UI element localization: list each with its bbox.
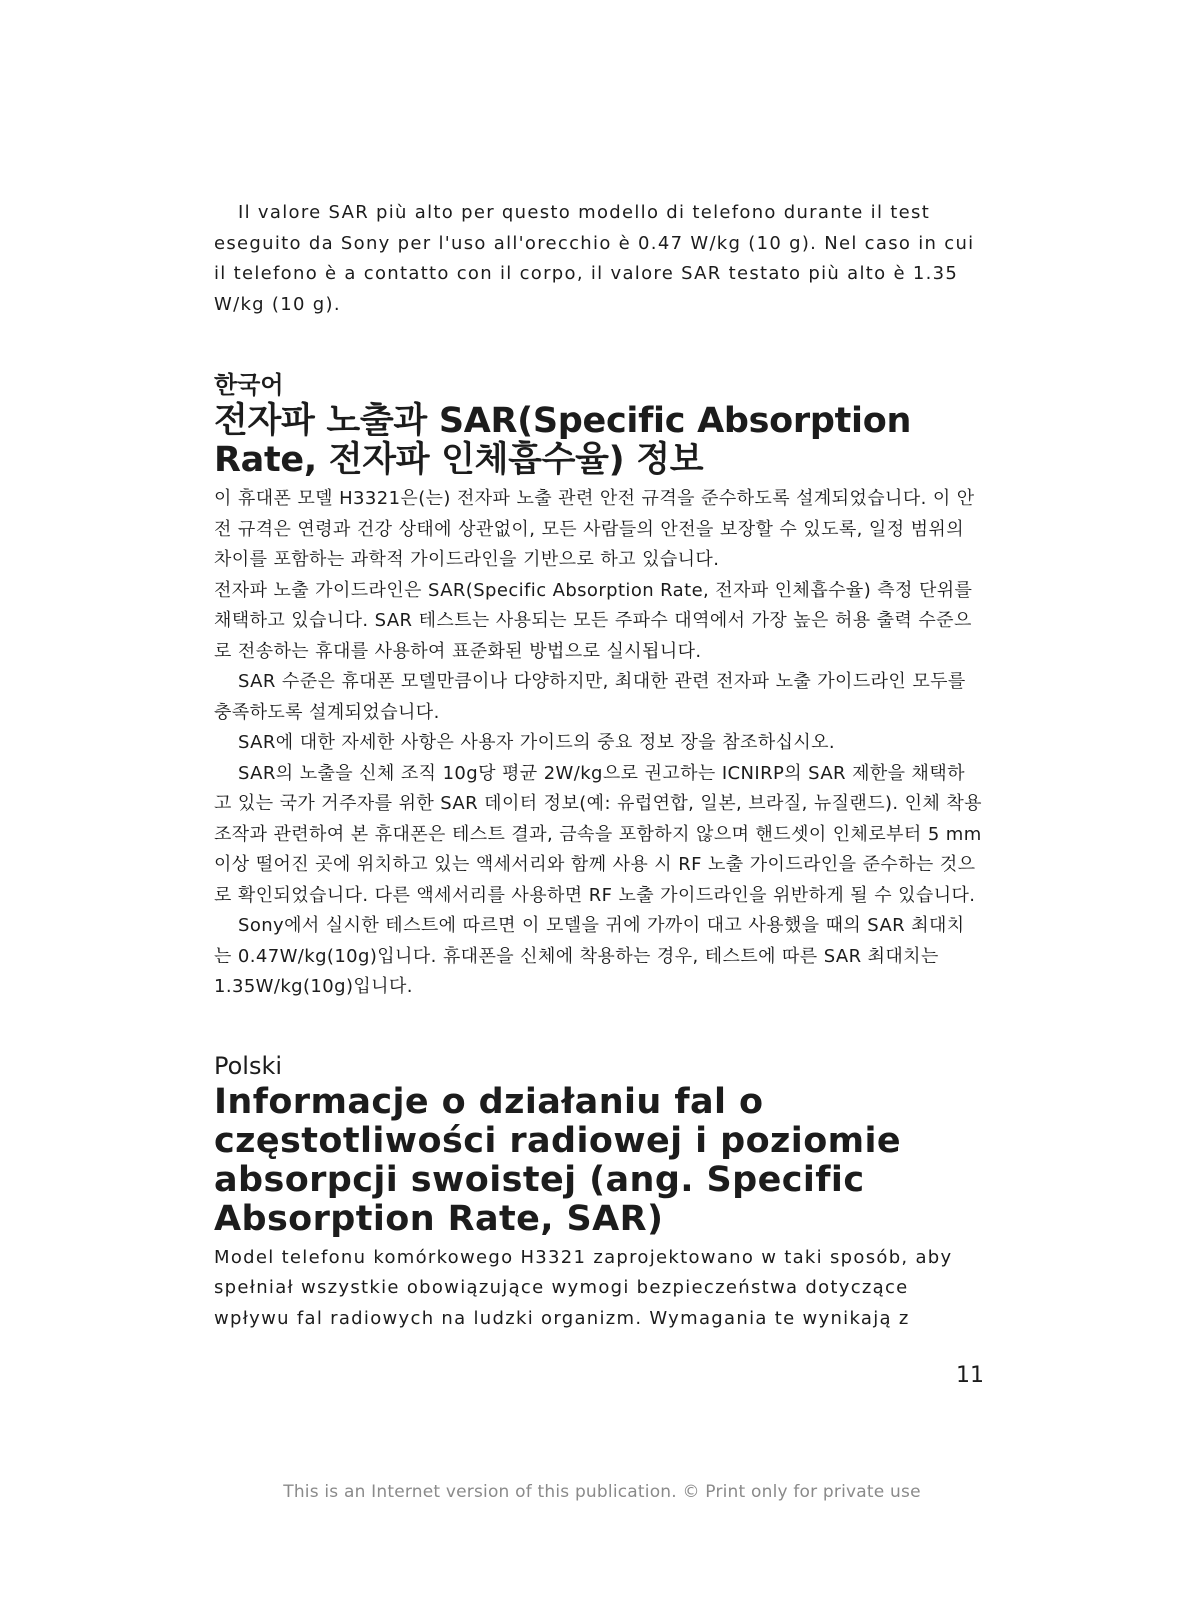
korean-paragraph-5: SAR의 노출을 신체 조직 10g당 평균 2W/kg으로 권고하는 ICNIRP의 SAR 제한을 채택하고 있는 국가 거주자를 위한 SAR 데이터 정보(예: 유럽연합, 일본, 브라질, 뉴질랜드). 인체 착용 조작과 관련하여 본 휴대폰은 테스트 결과, 금속을 포함하지 않으며 핸드셋이 인체로부터 5 mm 이상 떨어진 곳에 위치하고 있는 액세서리와 함께 사용 시 RF 노출 가이드라인을 준수하는 것으로 확인되었습니다. 다른 액세서리를 사용하면 RF 노출 가이드라인을 위반하게 될 수 있습니다. <box>214 762 982 906</box>
korean-paragraph-4: SAR에 대한 자세한 사항은 사용자 가이드의 중요 정보 장을 참조하십시오. <box>238 732 836 753</box>
polish-language-heading: Polski <box>214 1051 283 1080</box>
polish-paragraph: Model telefonu komórkowego H3321 zaprojektowano w taki sposób, aby spełniał wszystkie obowiązujące wymogi bezpieczeństwa dotyczące wpływu fal radiowych na ludzki organizm. Wymagania te wynikają z <box>214 1246 953 1329</box>
korean-paragraph-2: 전자파 노출 가이드라인은 SAR(Specific Absorption Rate, 전자파 인체흡수율) 측정 단위를 채택하고 있습니다. SAR 테스트는 사용되는 모든 주파수 대역에서 가장 높은 허용 출력 수준으로 전송하는 휴대를 사용하여 표준화된 방법으로 실시됩니다. <box>214 579 973 662</box>
page-content <box>214 198 982 1334</box>
polish-section-title: Informacje o działaniu fal o częstotliwości radiowej i poziomie absorpcji swoistej (ang. Specific Absorption Rate, SAR) <box>214 1081 902 1239</box>
italian-sar-paragraph: Il valore SAR più alto per questo modello di telefono durante il test eseguito da Sony per l'uso all'orecchio è 0.47 W/kg (10 g). Nel caso in cui il telefono è a contatto con il corpo, il valore SAR testato più alto è 1.35 W/kg (10 g). <box>214 202 975 315</box>
korean-language-heading: 한국어 <box>214 371 284 399</box>
korean-paragraph-1: 이 휴대폰 모델 H3321은(는) 전자파 노출 관련 안전 규격을 준수하도록 설계되었습니다. 이 안전 규격은 연령과 건강 상태에 상관없이, 모든 사람들의 안전을 보장할 수 있도록, 일정 범위의 차이를 포함하는 과학적 가이드라인을 기반으로 하고 있습니다. <box>214 488 975 570</box>
korean-paragraph-6: Sony에서 실시한 테스트에 따르면 이 모델을 귀에 가까이 대고 사용했을 때의 SAR 최대치는 0.47W/kg(10g)입니다. 휴대폰을 신체에 착용하는 경우, 테스트에 따른 SAR 최대치는 1.35W/kg(10g)입니다. <box>214 915 965 997</box>
page-number: 11 <box>956 1363 984 1388</box>
footer-notice: This is an Internet version of this publication. © Print only for private use <box>283 1482 921 1502</box>
korean-section-title: 전자파 노출과 SAR(Specific Absorption Rate, 전자파 인체흡수율) 정보 <box>214 401 912 480</box>
korean-paragraph-3: SAR 수준은 휴대폰 모델만큼이나 다양하지만, 최대한 관련 전자파 노출 가이드라인 모두를 충족하도록 설계되었습니다. <box>214 671 966 723</box>
